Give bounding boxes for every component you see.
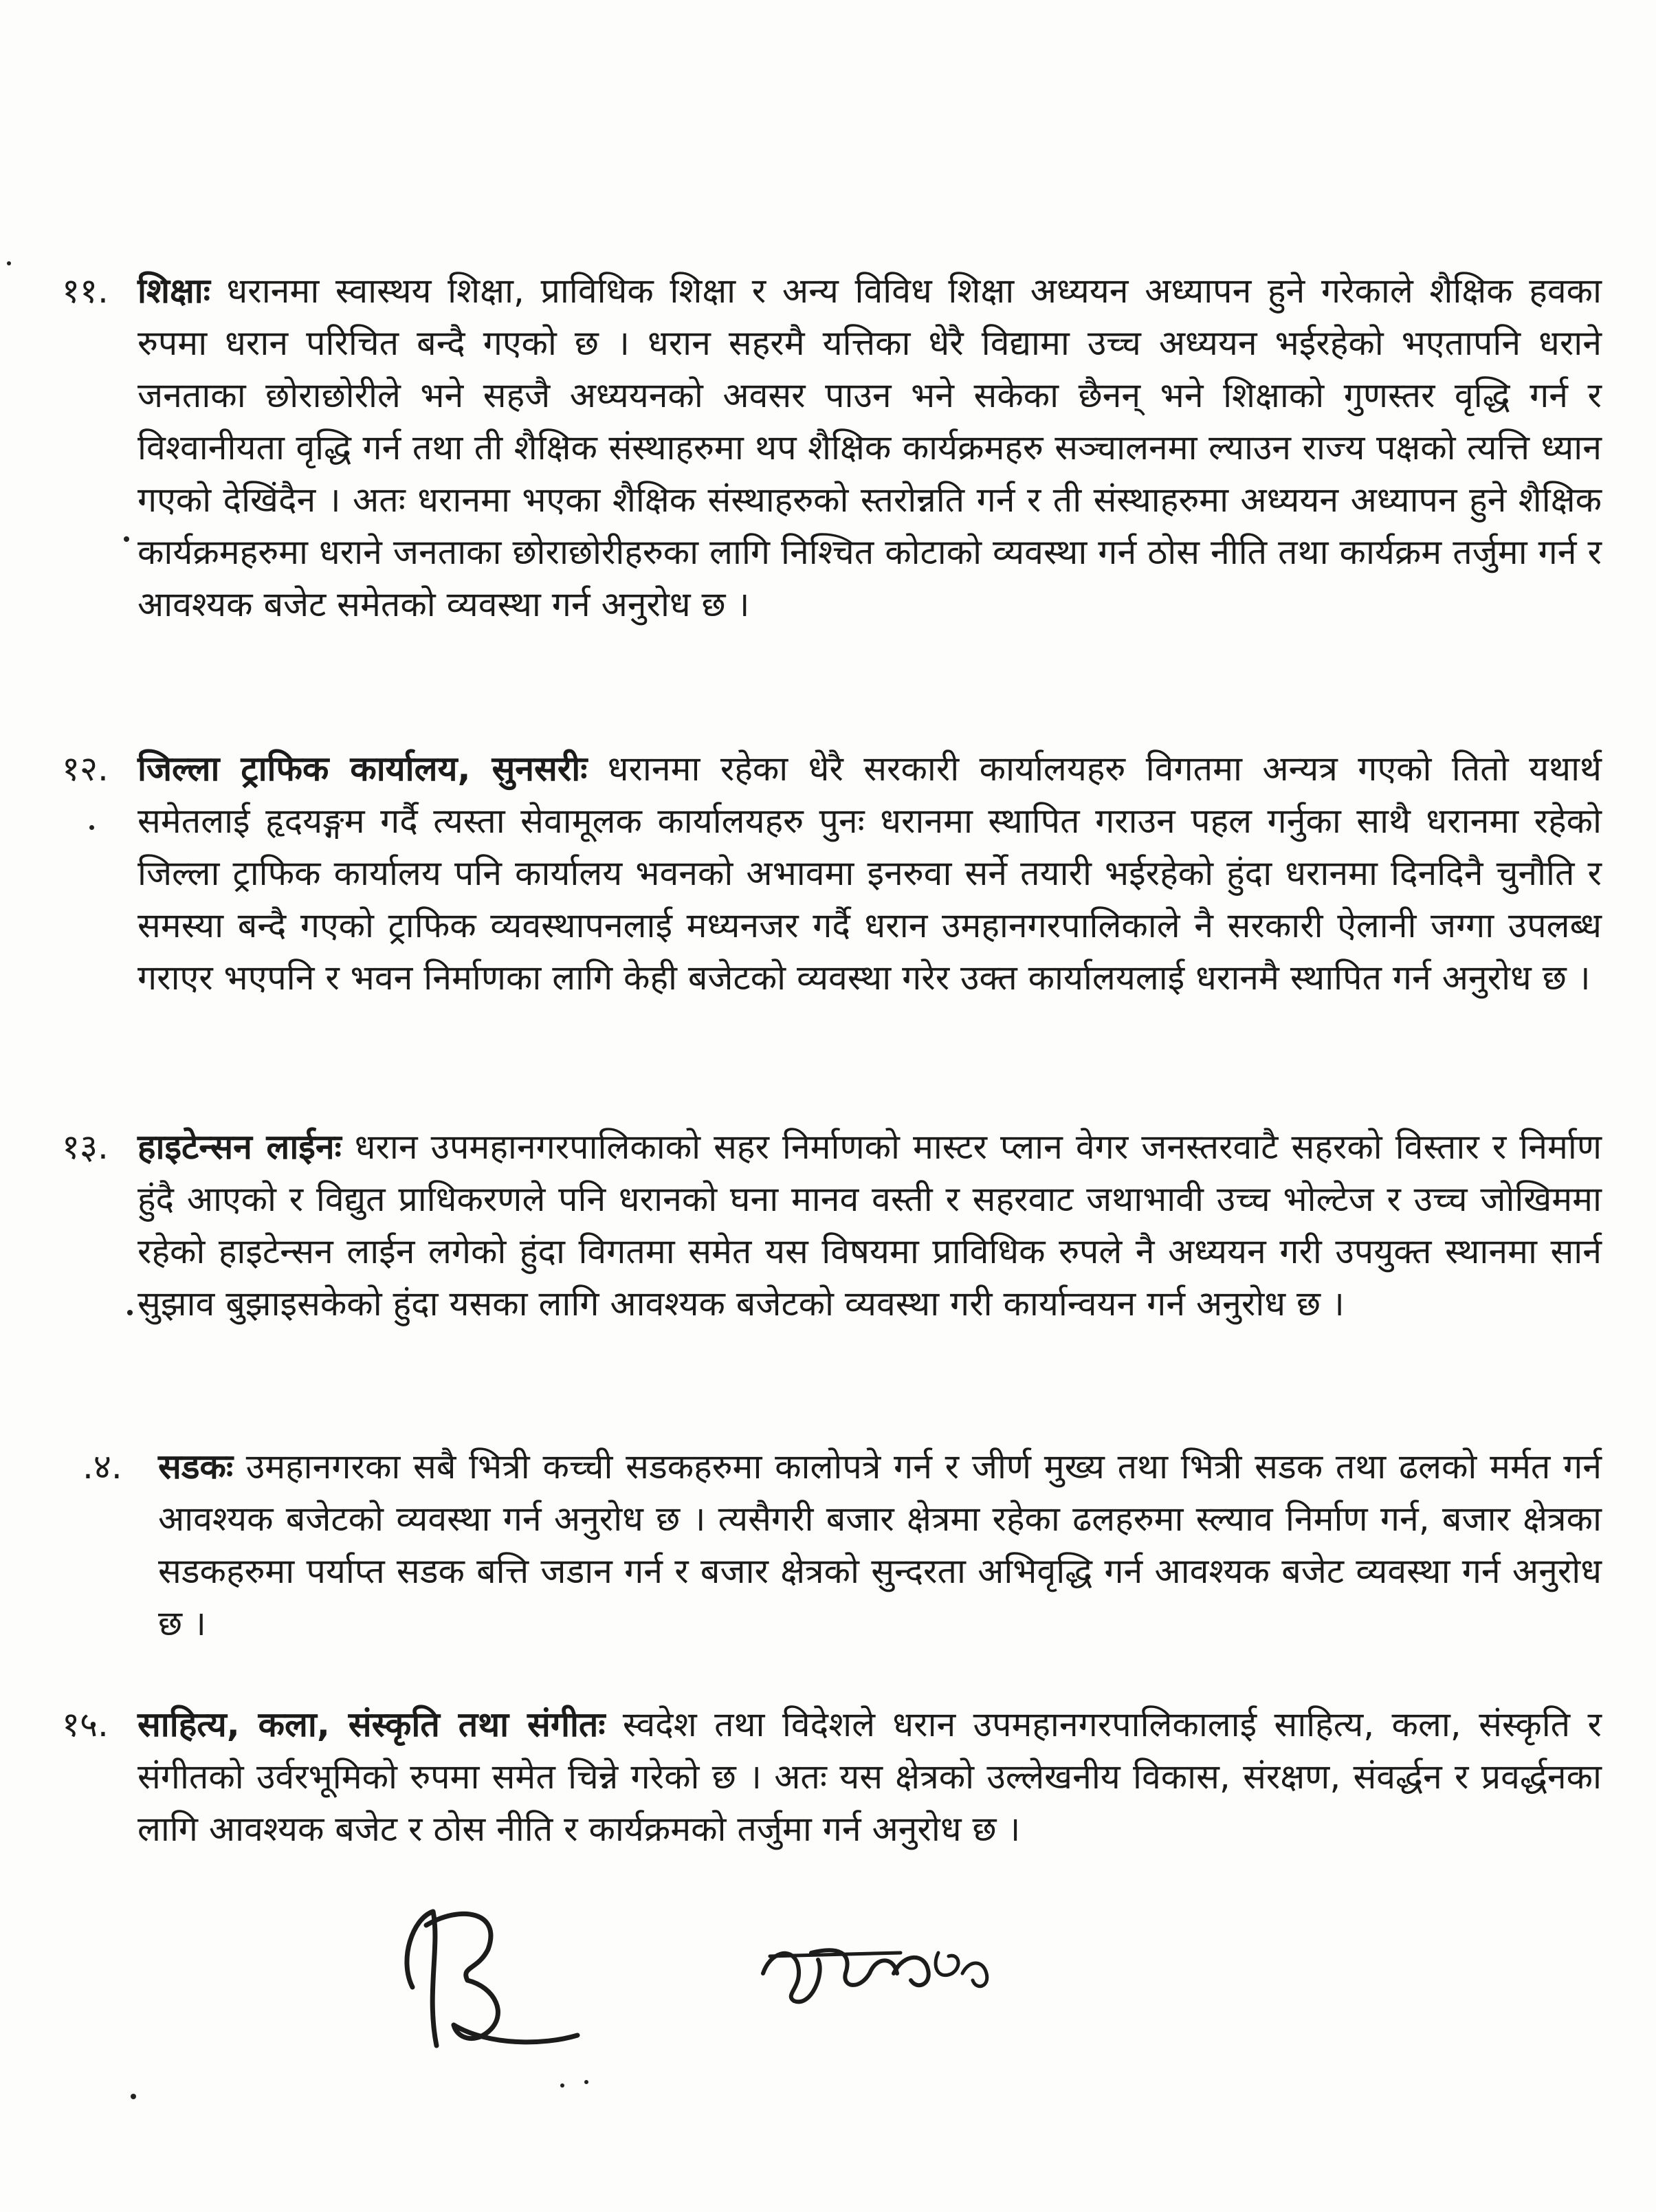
section-number: १३. [62,1127,109,1167]
section-14-roads [82,1441,1602,1650]
section-body [137,265,1602,631]
section-number: १५. [62,1705,109,1744]
section-heading: साहित्य, कला, संस्कृति तथा संगीतः [137,1705,606,1744]
speck [584,2080,588,2084]
section-body [137,1121,1602,1330]
speck [89,825,94,830]
speck [7,261,11,265]
section-body [137,1698,1602,1855]
section-heading: हाइटेन्सन लाईनः [137,1127,342,1167]
section-text: उमहानगरका सबै भित्री कच्ची सडकहरुमा कालोपत्रे गर्न र जीर्ण मुख्य तथा भित्री सडक तथा ढलको मर्मत गर्न आवश्यक बजेटको व्यवस्था गर्न अनुरोध छ । त्यसैगरी बजार क्षेत्रमा रहेका ढलहरुमा स्ल्याव निर्माण गर्न, बजार क्षेत्रका सडकहरुमा पर्याप्त सडक बत्ति जडान गर्न र बजार क्षेत्रको सुन्दरता अभिवृद्धि गर्न आवश्यक बजेट व्यवस्था गर्न अनुरोध छ । [158,1447,1602,1643]
signature-right [756,1925,1004,2015]
section-heading: सडकः [158,1447,234,1487]
section-body [137,743,1602,1004]
section-text: धरानमा रहेका धेरै सरकारी कार्यालयहरु विगतमा अन्यत्र गएको तितो यथार्थ समेतलाई हृदयङ्गम गर्दै त्यस्ता सेवामूलक कार्यालयहरु पुनः धरानमा स्थापित गराउन पहल गर्नुका साथै धरानमा रहेको जिल्ला ट्राफिक कार्यालय पनि कार्यालय भवनको अभावमा इनरुवा सर्ने तयारी भईरहेको हुंदा धरानमा दिनदिनै चुनौति र समस्या बन्दै गएको ट्राफिक व्यवस्थापनलाई मध्यनजर गर्दै धरान उमहानगरपालिकाले नै सरकारी ऐलानी जग्गा उपलब्ध गराएर भएपनि र भवन निर्माणका लागि केही बजेटको व्यवस्था गरेर उक्त कार्यालयलाई धरानमै स्थापित गर्न अनुरोध छ । [137,749,1602,998]
section-15-literature-arts [62,1698,1602,1855]
section-text: धरानमा स्वास्थय शिक्षा, प्राविधिक शिक्षा र अन्य विविध शिक्षा अध्ययन अध्यापन हुने गरेकाले शैक्षिक हवका रुपमा धरान परिचित बन्दै गएको छ । धरान सहरमै यत्तिका धेरै विद्यामा उच्च अध्ययन भईरहेको भएतापनि धराने जनताका छोराछोरीले भने सहजै अध्ययनको अवसर पाउन भने सकेका छैनन् भने शिक्षाको गुणस्तर वृद्धि गर्न र विश्वानीयता वृद्धि गर्न तथा ती शैक्षिक संस्थाहरुमा थप शैक्षिक कार्यक्रमहरु सञ्चालनमा ल्याउन राज्य पक्षको त्यत्ति ध्यान गएको देखिंदैन । अतः धरानमा भएका शैक्षिक संस्थाहरुको स्तरोन्नति गर्न र ती संस्थाहरुमा अध्ययन अध्यापन हुने शैक्षिक कार्यक्रमहरुमा धराने जनताका छोराछोरीहरुका लागि निश्चित कोटाको व्यवस्था गर्न ठोस नीति तथा कार्यक्रम तर्जुमा गर्न र आवश्यक बजेट समेतको व्यवस्था गर्न अनुरोध छ । [137,271,1602,624]
section-12-traffic-office [62,743,1602,1004]
section-number: .४. [82,1447,122,1487]
speck [560,2083,564,2088]
section-text: धरान उपमहानगरपालिकाको सहर निर्माणको मास्टर प्लान वेगर जनस्तरवाटै सहरको विस्तार र निर्माण हुंदै आएको र विद्युत प्राधिकरणले पनि धरानको घना मानव वस्ती र सहरवाट जथाभावी उच्च भोल्टेज र उच्च जोखिममा रहेको हाइटेन्सन लाईन लगेको हुंदा विगतमा समेत यस विषयमा प्राविधिक रुपले नै अध्ययन गरी उपयुक्त स्थानमा सार्न सुझाव बुझाइसकेको हुंदा यसका लागि आवश्यक बजेटको व्यवस्था गरी कार्यान्वयन गर्न अनुरोध छ । [137,1127,1602,1324]
section-heading: शिक्षाः [137,271,210,311]
section-body [158,1441,1602,1650]
speck [131,2094,136,2099]
section-number: ११. [62,271,109,311]
section-heading: जिल्ला ट्राफिक कार्यालय, सुनसरीः [137,749,588,789]
section-text: स्वदेश तथा विदेशले धरान उपमहानगरपालिकालाई साहित्य, कला, संस्कृति र संगीतको उर्वरभूमिको रुपमा समेत चिन्ने गरेको छ । अतः यस क्षेत्रको उल्लेखनीय विकास, संरक्षण, संवर्द्धन र प्रवर्द्धनका लागि आवश्यक बजेट र ठोस नीति र कार्यक्रमको तर्जुमा गर्न अनुरोध छ । [137,1705,1602,1849]
section-number: १२. [62,749,109,789]
section-13-hightension-line [62,1121,1602,1330]
section-11-education [62,265,1602,631]
speck [127,1310,133,1315]
speck [124,536,129,542]
signature-left [385,1884,591,2063]
